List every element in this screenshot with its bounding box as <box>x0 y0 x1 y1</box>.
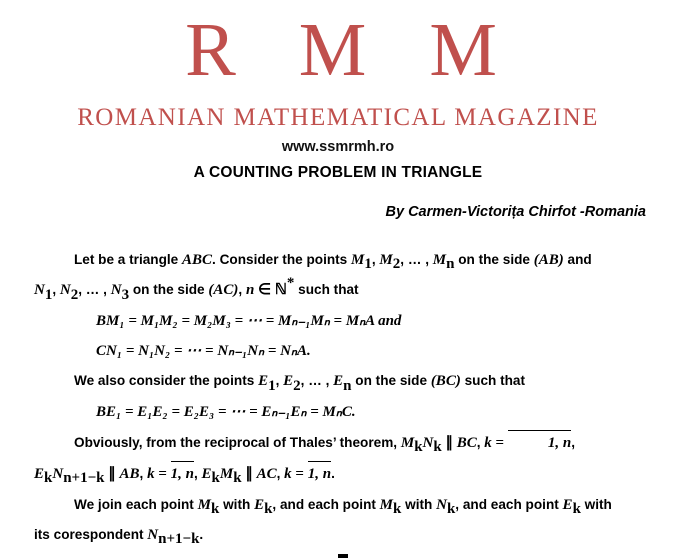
math-mn-sub: n <box>446 256 455 273</box>
math-ek: E <box>562 496 573 513</box>
journal-title: ROMANIAN MATHEMATICAL MAGAZINE <box>77 104 599 132</box>
math-n3: N <box>110 282 122 299</box>
math-n-sub: n+1−k <box>158 531 200 548</box>
equation-1: BM₁ = M₁M₂ = M₂M₃ = ⋯ = Mₙ₋₁Mₙ = MₙA and <box>96 312 402 329</box>
paragraph-6 <box>34 493 642 517</box>
text-run: , <box>476 434 485 450</box>
text-run: on the side <box>454 252 534 268</box>
math-mk-sub: k <box>393 500 402 517</box>
text-run: , <box>571 434 575 450</box>
math-equals: = <box>154 466 171 483</box>
math-k: k <box>484 434 492 451</box>
math-n-sub: n+1−k <box>63 470 105 487</box>
math-n2-sub: 2 <box>70 286 79 303</box>
math-mk: M <box>197 496 211 513</box>
math-en-sub: n <box>343 377 352 394</box>
text-run: with <box>219 496 255 512</box>
math-k: k <box>284 466 292 483</box>
text-run: , … , <box>400 252 433 268</box>
rmm-logo: R M M <box>185 8 519 92</box>
masthead <box>0 0 676 182</box>
math-equals: = <box>491 434 508 451</box>
math-n: N <box>147 526 159 543</box>
math-in: ∈ <box>254 282 275 299</box>
math-e2: E <box>283 373 294 390</box>
figure-fragment <box>338 554 348 558</box>
equation-3: BE₁ = E₁E₂ = E₂E₃ = ⋯ = Eₙ₋₁Eₙ = MₙC. <box>96 403 356 420</box>
text-run: We join each point <box>74 496 198 512</box>
math-mk: M <box>400 434 415 451</box>
math-mk: M <box>379 496 394 513</box>
math-n2: N <box>59 282 71 299</box>
paragraph-4 <box>34 430 642 455</box>
math-range-overline: 1, n <box>308 461 331 486</box>
math-bc: (BC) <box>430 373 461 390</box>
math-ab: (AB) <box>533 252 564 269</box>
math-range-overline: 1, n <box>171 461 194 486</box>
math-e2-sub: 2 <box>293 377 301 394</box>
math-range-overline: 1, n <box>508 430 571 455</box>
math-n1-sub: 1 <box>44 286 53 303</box>
math-ek: E <box>34 466 45 483</box>
math-mk-sub: k <box>233 470 242 487</box>
text-run: with <box>401 496 437 512</box>
text-run: , <box>52 282 60 298</box>
text-run: Let be a triangle <box>74 252 183 268</box>
math-ek-sub: k <box>572 500 581 517</box>
paragraph-2 <box>34 274 642 303</box>
text-run: with <box>580 496 612 512</box>
math-n: N <box>52 466 64 483</box>
math-n3-sub: 3 <box>121 286 130 303</box>
math-ek-sub: k <box>44 470 53 487</box>
text-run: . <box>199 526 204 542</box>
math-m1: M <box>351 252 365 269</box>
paragraph-1 <box>34 248 642 272</box>
math-en: E <box>333 373 344 390</box>
math-equals: = <box>291 466 308 483</box>
text-run: , … , <box>300 373 334 389</box>
paragraph-5 <box>34 461 642 486</box>
text-run: , <box>275 373 284 389</box>
paragraph-3 <box>34 369 642 393</box>
math-abc: ABC <box>182 252 213 269</box>
journal-url: www.ssmrmh.ro <box>281 139 395 156</box>
math-natural-set: ℕ <box>274 282 287 299</box>
math-mn: M <box>432 252 447 269</box>
math-mk-sub: k <box>210 500 220 517</box>
math-m1-sub: 1 <box>364 256 372 273</box>
math-parallel: ∥ <box>441 434 457 451</box>
math-mk-sub: k <box>414 439 423 456</box>
text-run: , <box>238 282 246 298</box>
text-run: , <box>371 252 380 268</box>
text-run: , and each point <box>272 496 380 512</box>
math-parallel: ∥ <box>241 466 257 483</box>
math-nk: N <box>422 434 434 451</box>
text-run: We also consider the points <box>74 373 259 389</box>
math-e1: E <box>258 373 269 390</box>
text-run: , … , <box>78 282 111 298</box>
math-ab: AB <box>119 466 140 483</box>
article-body <box>34 248 642 547</box>
text-run: , and each point <box>455 496 563 512</box>
text-run: Obviously, from the reciprocal of Thales’ theorem, <box>74 434 401 450</box>
article-title: A COUNTING PROBLEM IN TRIANGLE <box>193 164 483 182</box>
byline: By Carmen-Victorița Chirfot -Romania <box>385 204 646 221</box>
math-nk-sub: k <box>433 439 442 456</box>
math-ek: E <box>254 496 265 513</box>
math-ac: AC <box>256 466 277 483</box>
math-m2-sub: 2 <box>392 256 401 273</box>
text-run: , <box>193 466 202 482</box>
text-run: and <box>563 252 592 268</box>
text-run: , <box>139 466 148 482</box>
math-n1: N <box>34 282 45 299</box>
math-ek-sub: k <box>211 470 220 487</box>
math-n: n <box>245 282 255 299</box>
text-run: such that <box>294 282 359 298</box>
math-m2: M <box>379 252 393 269</box>
text-run: . Consider the points <box>212 252 352 268</box>
text-run: such that <box>460 373 526 389</box>
math-star: * <box>286 274 295 291</box>
math-parallel: ∥ <box>104 466 120 483</box>
paragraph-7 <box>34 523 642 547</box>
text-run: its corespondent <box>34 526 148 542</box>
math-e1-sub: 1 <box>268 377 276 394</box>
math-ek-sub: k <box>264 500 273 517</box>
equation-2: CN₁ = N₁N₂ = ⋯ = Nₙ₋₁Nₙ = NₙA. <box>96 343 311 360</box>
text-run: , <box>276 466 285 482</box>
math-nk: N <box>436 496 447 513</box>
math-bc: BC <box>456 434 477 451</box>
math-nk-sub: k <box>446 500 456 517</box>
text-run: on the side <box>129 282 209 298</box>
math-ac: (AC) <box>208 282 239 299</box>
math-ek: E <box>201 466 212 483</box>
math-k: k <box>147 466 155 483</box>
math-mk: M <box>219 466 234 483</box>
text-run: . <box>331 466 335 482</box>
text-run: on the side <box>351 373 431 389</box>
